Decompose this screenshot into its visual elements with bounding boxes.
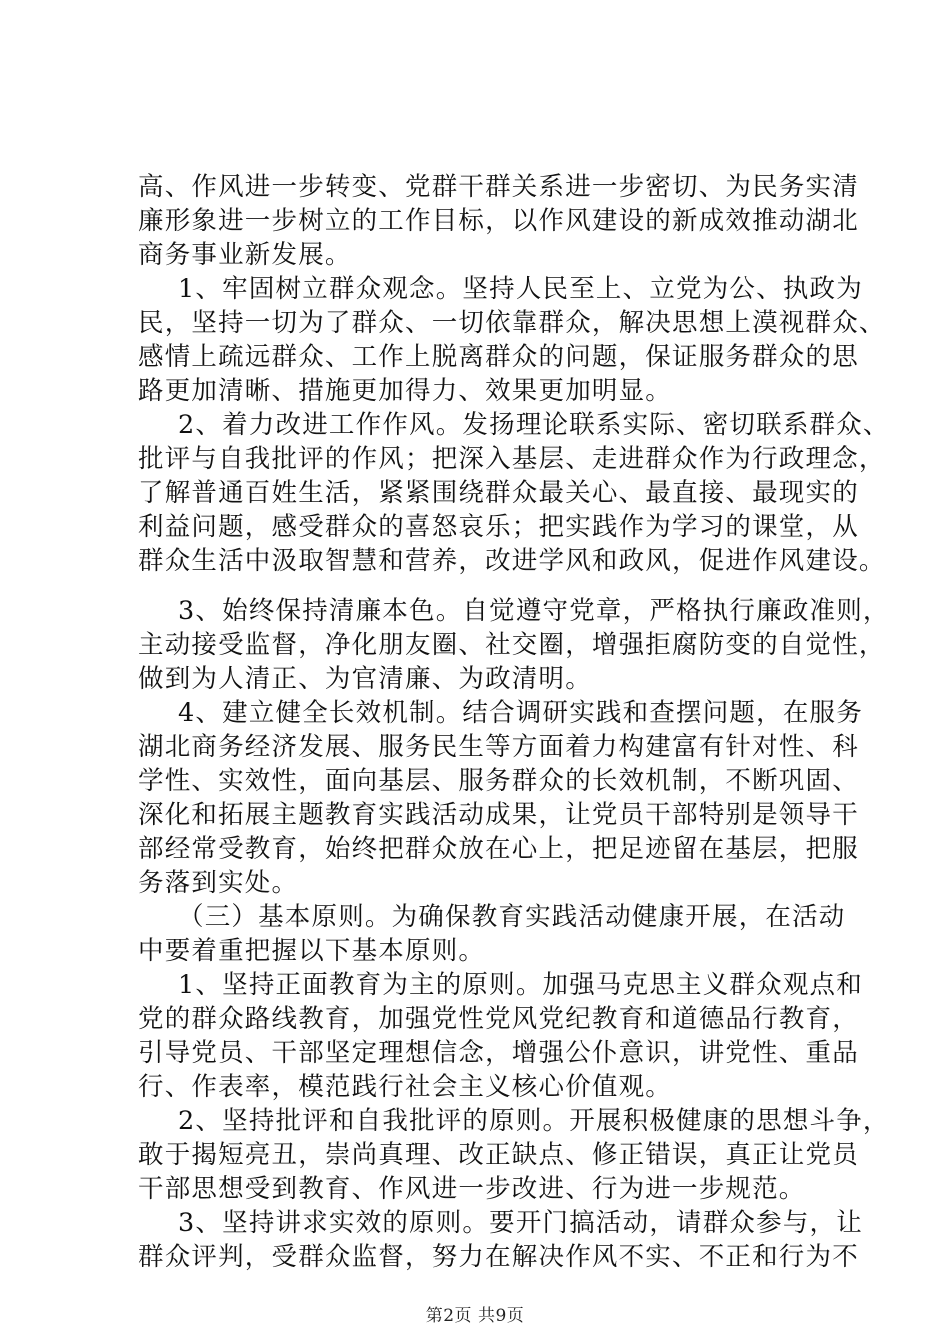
page-number-footer: 第2页 共9页 [425, 1306, 525, 1326]
text-line: 敢于揭短亮丑，崇尚真理、改正缺点、修正错误，真正让党员 [138, 1140, 859, 1170]
text-line: 党的群众路线教育，加强党性党风党纪教育和道德品行教育， [138, 1004, 859, 1034]
text-line: 务落到实处。 [138, 868, 299, 898]
text-line: 3、坚持讲求实效的原则。要开门搞活动，请群众参与，让 [178, 1208, 863, 1238]
text-line: 做到为人清正、为官清廉、为政清明。 [138, 664, 592, 694]
text-line: 批评与自我批评的作风；把深入基层、走进群众作为行政理念， [138, 444, 886, 474]
text-line: 部经常受教育，始终把群众放在心上，把足迹留在基层，把服 [138, 834, 859, 864]
text-line: 高、作风进一步转变、党群干群关系进一步密切、为民务实清 [138, 172, 859, 202]
text-line: 商务事业新发展。 [138, 240, 352, 270]
text-line: 1、坚持正面教育为主的原则。加强马克思主义群众观点和 [178, 970, 863, 1000]
text-line: 湖北商务经济发展、服务民生等方面着力构建富有针对性、科 [138, 732, 859, 762]
text-line: 利益问题，感受群众的喜怒哀乐；把实践作为学习的课堂，从 [138, 512, 859, 542]
text-line: 3、始终保持清廉本色。自觉遵守党章，严格执行廉政准则， [178, 596, 890, 626]
text-line: 引导党员、干部坚定理想信念，增强公仆意识，讲党性、重品 [138, 1038, 859, 1068]
text-line: 深化和拓展主题教育实践活动成果，让党员干部特别是领导干 [138, 800, 859, 830]
text-line: 4、建立健全长效机制。结合调研实践和查摆问题，在服务 [178, 698, 863, 728]
text-line: 学性、实效性，面向基层、服务群众的长效机制，不断巩固、 [138, 766, 859, 796]
text-line: 主动接受监督，净化朋友圈、社交圈，增强拒腐防变的自觉性， [138, 630, 886, 660]
text-line: 群众评判，受群众监督，努力在解决作风不实、不正和行为不 [138, 1242, 859, 1272]
text-line: 了解普通百姓生活，紧紧围绕群众最关心、最直接、最现实的 [138, 478, 859, 508]
text-line: 2、着力改进工作作风。发扬理论联系实际、密切联系群众、 [178, 410, 890, 440]
text-line: 廉形象进一步树立的工作目标，以作风建设的新成效推动湖北 [138, 206, 859, 236]
text-line: 路更加清晰、措施更加得力、效果更加明显。 [138, 376, 673, 406]
text-line: 感情上疏远群众、工作上脱离群众的问题，保证服务群众的思 [138, 342, 859, 372]
text-line: 民，坚持一切为了群众、一切依靠群众，解决思想上漠视群众、 [138, 308, 886, 338]
text-line: 1、牢固树立群众观念。坚持人民至上、立党为公、执政为 [178, 274, 863, 304]
text-line: 中要着重把握以下基本原则。 [138, 936, 486, 966]
text-line: 群众生活中汲取智慧和营养，改进学风和政风，促进作风建设。 [138, 546, 886, 576]
text-line: 行、作表率，模范践行社会主义核心价值观。 [138, 1072, 673, 1102]
text-line: 2、坚持批评和自我批评的原则。开展积极健康的思想斗争， [178, 1106, 890, 1136]
text-line: 干部思想受到教育、作风进一步改进、行为进一步规范。 [138, 1174, 806, 1204]
text-line: （三）基本原则。为确保教育实践活动健康开展，在活动 [178, 902, 846, 932]
